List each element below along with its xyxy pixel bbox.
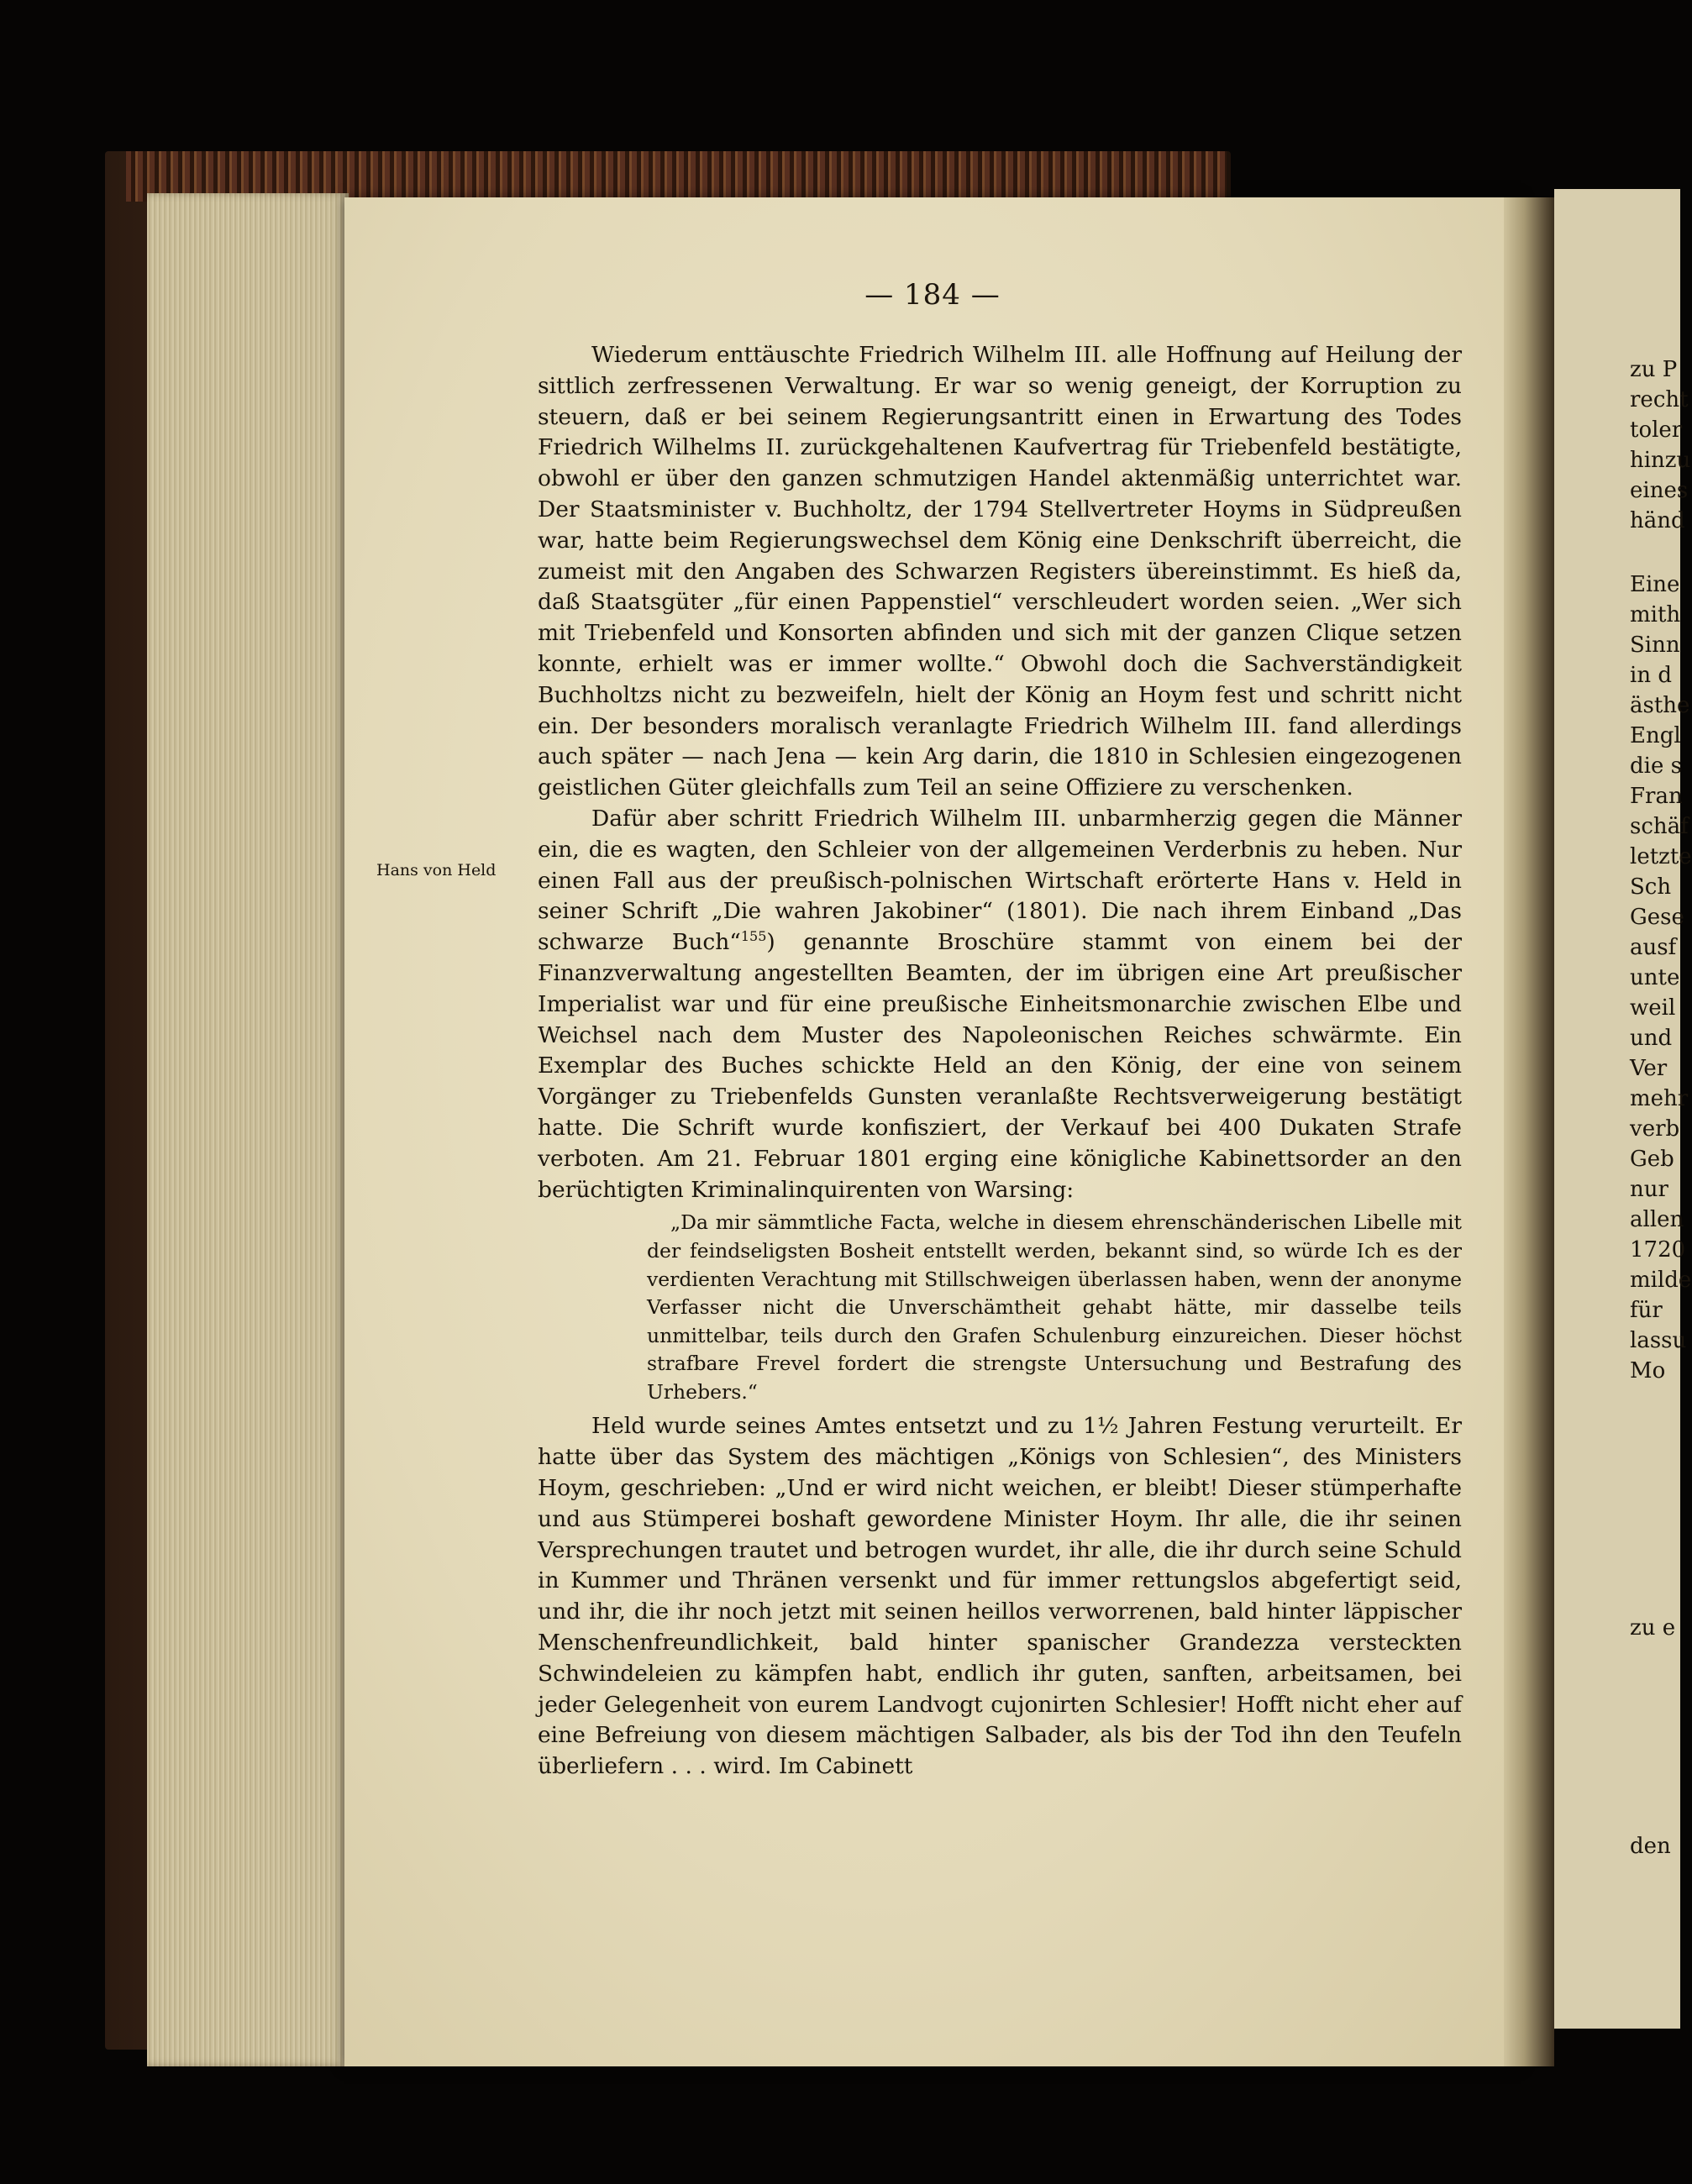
next-page-fragment: verb xyxy=(1630,1116,1680,1142)
paragraph-2-part-a: Dafür aber schritt Friedrich Wilhelm III. unbarmherzig gegen die Männer ein, die es wagten, den Schleier von der allgemeinen Verderbnis zu heben. Nur einen Fall aus der preußisch-polnischen Wirtschaft erörterte Hans v. Held in seiner Schrift „Die wahren Jakobiner“ (1801). Die nach ihrem Einband „Das schwarze Buch“ xyxy=(538,805,1462,956)
next-page-fragment: milde xyxy=(1630,1268,1692,1293)
paragraph-3: Held wurde seines Amtes entsetzt und zu 1½ Jahren Festung verurteilt. Er hatte über das System des mächtigen „Königs von Schlesien“, des Ministers Hoym, geschrieben: „Und er wird nicht weichen, er bleibt! Dieser stümperhafte und aus Stümperei boshaft gewordene Minister Hoym. Ihr alle, die ihr seinen Versprechungen trautet und betrogen wurdet, ihr alle, die ihr durch seine Schuld in Kummer und Thränen versenkt und für immer rettungslos abgefertigt seid, und ihr, die ihr noch jetzt mit seinen heillos verworrenen, bald hinter läppischer Menschenfreundlichkeit, bald hinter spanischer Grandezza versteckten Schwindeleien zu kämpfen habt, endlich ihr guten, sanften, arbeitsamen, bei jeder Gelegenheit von eurem Landvogt cujonirten Schlesier! Hofft nicht eher auf eine Befreiung von diesem mächtigen Salbader, als bis der Tod ihn den Teufeln überliefern . . . wird. Im Cabinett xyxy=(538,1413,1462,1780)
next-page-fragment: Gese xyxy=(1630,905,1684,930)
next-page-fragment: händ xyxy=(1630,508,1685,533)
next-page-fragment: in d xyxy=(1630,663,1672,688)
book-gutter xyxy=(1504,197,1554,2066)
paragraph-2-part-b: ) genannte Broschüre stammt von einem bei der Finanzverwaltung angestellten Beamten, der im übrigen eine Art preußischer Imperialist war und für eine preußische Einheitsmonarchie zwischen Elbe und Weichsel nach dem Muster des Napoleonischen Reiches schwärmte. Ein Exemplar des Buches schickte Held an den König, der eine von seinem Vorgänger zu Triebenfelds Gunsten veranlaßte Rechtsverweigerung bestätigt hatte. Die Schrift wurde konfisziert, der Verkauf bei 400 Dukaten Strafe verboten. Am 21. Februar 1801 erging eine königliche Kabinettsorder an den berüchtigten Kriminalinquirenten von Warsing: xyxy=(538,929,1462,1203)
next-page-fragment: Eine xyxy=(1630,572,1680,597)
next-page-fragment: zu P xyxy=(1630,357,1678,382)
next-page-fragment: nur xyxy=(1630,1177,1668,1202)
next-page-fragment: den xyxy=(1630,1834,1671,1859)
book-page xyxy=(344,197,1521,2066)
next-page-fragment: letzte xyxy=(1630,844,1692,869)
next-page-fragment: Sinn xyxy=(1630,633,1680,658)
marginal-note: Hans von Held xyxy=(376,861,497,879)
next-page-fragment: allen xyxy=(1630,1207,1684,1232)
next-page-fragment: unte xyxy=(1630,965,1680,990)
next-page-fragment: für xyxy=(1630,1298,1663,1323)
next-page-fragment: mehr xyxy=(1630,1086,1689,1111)
next-page-fragment: recht xyxy=(1630,387,1689,412)
next-page-fragment: Ver xyxy=(1630,1056,1668,1081)
next-page-fragment: toler xyxy=(1630,417,1683,443)
footnote-ref: 155 xyxy=(740,928,767,945)
next-page-fragment: eines xyxy=(1630,478,1689,503)
page-number: — 184 — xyxy=(864,278,1001,312)
next-page-fragment: schäf xyxy=(1630,814,1689,839)
next-page-edge xyxy=(1554,189,1692,2029)
paragraph-2 xyxy=(538,804,1462,1205)
next-page-fragment: ausf xyxy=(1630,935,1677,960)
next-page-fragment: die s xyxy=(1630,753,1682,779)
next-page-fragment: und xyxy=(1630,1026,1673,1051)
next-page-fragment: 1720 xyxy=(1630,1237,1686,1263)
next-page-fragment: Fran xyxy=(1630,784,1683,809)
next-page-fragment: hinzu xyxy=(1630,448,1691,473)
next-page-fragment: zu e xyxy=(1630,1615,1676,1641)
next-page-fragment: Mo xyxy=(1630,1358,1666,1383)
next-page-fragment: weil xyxy=(1630,995,1676,1021)
next-page-fragment: Engl xyxy=(1630,723,1681,748)
page-block-edges xyxy=(147,193,349,2066)
page-text xyxy=(538,340,1462,1782)
next-page-fragment: ästhe xyxy=(1630,693,1690,718)
next-page-fragment: lassu xyxy=(1630,1328,1687,1353)
cabinet-order-quote: „Da mir sämmtliche Facta, welche in diesem ehrenschänderischen Libelle mit der feindseligsten Bosheit entstellt werden, bekannt sind, so würde Ich es der verdienten Verachtung mit Stillschweigen überlassen haben, wenn der anonyme Verfasser nicht die Unverschämtheit gehabt hätte, mir dasselbe teils unmittelbar, teils durch den Grafen Schulenburg einzureichen. Dieser höchst strafbare Frevel fordert die strengste Untersuchung und Bestrafung des Urhebers.“ xyxy=(647,1210,1462,1404)
next-page-fragment: mith xyxy=(1630,602,1681,627)
next-page-fragment: Geb xyxy=(1630,1147,1674,1172)
paragraph-1: Wiederum enttäuschte Friedrich Wilhelm III. alle Hoffnung auf Heilung der sittlich zerfressenen Verwaltung. Er war so wenig geneigt, der Korruption zu steuern, daß er bei seinem Regierungsantritt einen in Erwartung des Todes Friedrich Wilhelms II. zurückgehaltenen Kaufvertrag für Triebenfeld bestätigte, obwohl er über den ganzen schmutzigen Handel aktenmäßig unterrichtet war. Der Staatsminister v. Buchholtz, der 1794 Stellvertreter Hoyms in Südpreußen war, hatte beim Regierungswechsel dem König eine Denkschrift überreicht, die zumeist mit den Angaben des Schwarzen Registers übereinstimmt. Es hieß da, daß Staatsgüter „für einen Pappenstiel“ verschleudert worden seien. „Wer sich mit Triebenfeld und Konsorten abfinden und sich mit der ganzen Clique setzen konnte, erhielt was er immer wollte.“ Obwohl doch die Sachverständigkeit Buchholtzs nicht zu bezweifeln, hielt der König an Hoym fest und schritt nicht ein. Der besonders moralisch veranlagte Friedrich Wilhelm III. fand allerdings auch später — nach Jena — kein Arg darin, die 1810 in Schlesien eingezogenen geistlichen Güter gleichfalls zum Teil an seine Offiziere zu verschenken. xyxy=(538,342,1462,801)
next-page-fragment: Sch xyxy=(1630,874,1672,900)
